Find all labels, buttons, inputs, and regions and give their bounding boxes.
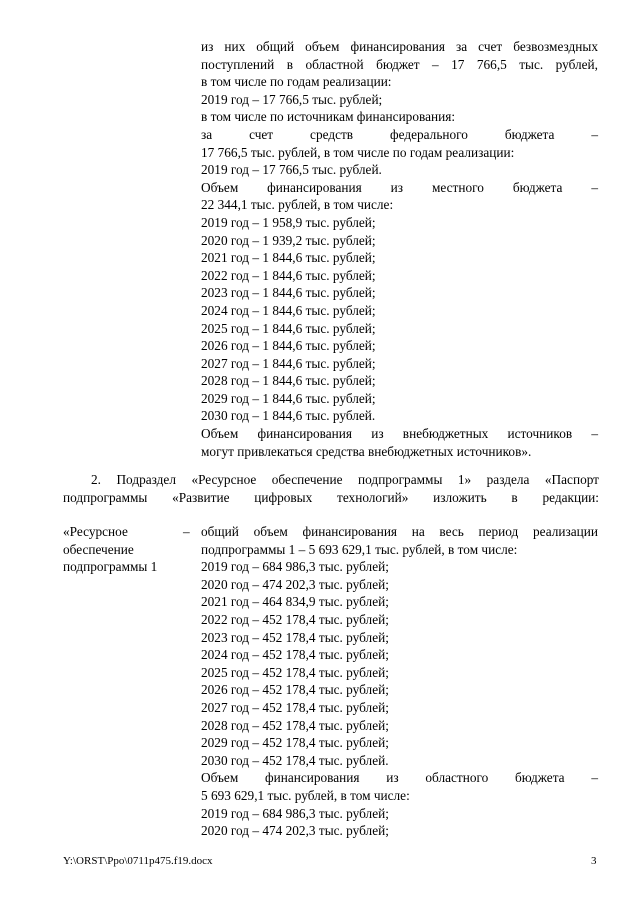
text-line: 2030 год – 452 178,4 тыс. рублей. xyxy=(201,752,389,768)
text-line: 2019 год – 1 958,9 тыс. рублей; xyxy=(201,214,376,230)
text-line: 2023 год – 1 844,6 тыс. рублей; xyxy=(201,285,376,301)
text-line: за счет средств федерального бюджета – xyxy=(201,126,598,142)
text-line: 2025 год – 452 178,4 тыс. рублей; xyxy=(201,664,389,680)
paragraph-line: подпрограммы «Развитие цифровых технологий» изложить в редакции: xyxy=(63,489,599,505)
text-line: Объем финансирования из внебюджетных источников – xyxy=(201,426,598,442)
text-line: 5 693 629,1 тыс. рублей, в том числе: xyxy=(201,787,410,803)
text-line: 2026 год – 1 844,6 тыс. рублей; xyxy=(201,338,376,354)
text-line: 2020 год – 1 939,2 тыс. рублей; xyxy=(201,232,376,248)
text-line: 2027 год – 452 178,4 тыс. рублей; xyxy=(201,699,389,715)
text-line: 2024 год – 1 844,6 тыс. рублей; xyxy=(201,302,376,318)
paragraph-2 xyxy=(63,471,599,506)
text-line: 2019 год – 684 986,3 тыс. рублей; xyxy=(201,805,389,821)
text-line: 2029 год – 452 178,4 тыс. рублей; xyxy=(201,735,389,751)
text-line: 2019 год – 684 986,3 тыс. рублей; xyxy=(201,559,389,575)
text-line: 2028 год – 1 844,6 тыс. рублей; xyxy=(201,373,376,389)
top-financing-block xyxy=(201,38,598,460)
label-line: «Ресурсное xyxy=(63,524,128,539)
text-line: Объем финансирования из местного бюджета – xyxy=(201,179,598,195)
text-line: 22 344,1 тыс. рублей, в том числе: xyxy=(201,197,394,213)
text-line: могут привлекаться средства внебюджетных источников». xyxy=(201,443,532,459)
label-line: обеспечение xyxy=(63,541,134,557)
paragraph-line: 2. Подраздел «Ресурсное обеспечение подпрограммы 1» раздела «Паспорт xyxy=(91,472,599,487)
text-line: 2020 год – 474 202,3 тыс. рублей; xyxy=(201,576,389,592)
text-line: 2024 год – 452 178,4 тыс. рублей; xyxy=(201,647,389,663)
text-line: подпрограммы 1 – 5 693 629,1 тыс. рублей, в том числе: xyxy=(201,541,518,557)
text-line: 2027 год – 1 844,6 тыс. рублей; xyxy=(201,355,376,371)
text-line: 2019 год – 17 766,5 тыс. рублей; xyxy=(201,91,383,107)
resource-label xyxy=(63,523,188,576)
text-line: 2021 год – 464 834,9 тыс. рублей; xyxy=(201,594,389,610)
text-line: 2019 год – 17 766,5 тыс. рублей. xyxy=(201,162,382,178)
footer-file-path: Y:\ORST\Ppo\0711p475.f19.docx xyxy=(63,855,213,867)
text-line: из них общий объем финансирования за счет безвозмездных xyxy=(201,39,598,54)
bottom-financing-block xyxy=(201,523,598,840)
text-line: 2026 год – 452 178,4 тыс. рублей; xyxy=(201,682,389,698)
text-line: в том числе по годам реализации: xyxy=(201,74,392,90)
text-line: 2022 год – 452 178,4 тыс. рублей; xyxy=(201,611,389,627)
text-line: 2022 год – 1 844,6 тыс. рублей; xyxy=(201,267,376,283)
text-line: общий объем финансирования на весь период реализации xyxy=(201,524,598,539)
text-line: 2025 год – 1 844,6 тыс. рублей; xyxy=(201,320,376,336)
text-line: 2028 год – 452 178,4 тыс. рублей; xyxy=(201,717,389,733)
text-line: 2030 год – 1 844,6 тыс. рублей. xyxy=(201,408,376,424)
text-line: в том числе по источникам финансирования: xyxy=(201,109,456,125)
text-line: 2020 год – 474 202,3 тыс. рублей; xyxy=(201,823,389,839)
text-line: 2021 год – 1 844,6 тыс. рублей; xyxy=(201,250,376,266)
text-line: 2029 год – 1 844,6 тыс. рублей; xyxy=(201,390,376,406)
label-dash: – xyxy=(183,524,190,539)
text-line: Объем финансирования из областного бюджета – xyxy=(201,770,598,786)
text-line: 2023 год – 452 178,4 тыс. рублей; xyxy=(201,629,389,645)
text-line: 17 766,5 тыс. рублей, в том числе по годам реализации: xyxy=(201,144,515,160)
page-number: 3 xyxy=(591,855,597,867)
label-line: подпрограммы 1 xyxy=(63,559,158,575)
text-line: поступлений в областной бюджет – 17 766,5 тыс. рублей, xyxy=(201,56,598,72)
